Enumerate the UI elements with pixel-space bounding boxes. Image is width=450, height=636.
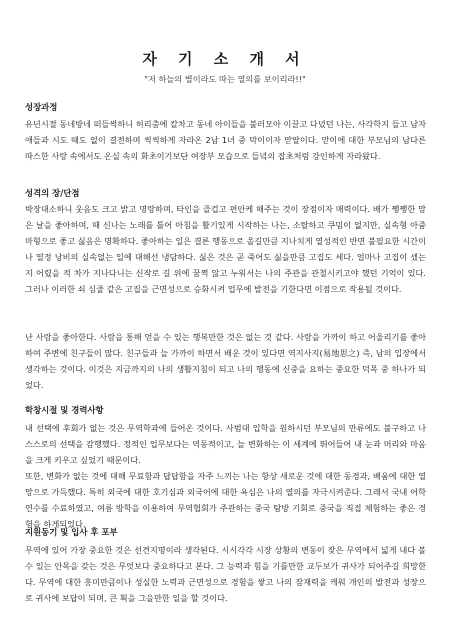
document-subtitle: "저 하늘의 별이라도 따는 열의를 보이리라!!" [144, 74, 306, 84]
section-paragraph: 무역에 있어 가장 중요한 것은 선견지명이라 생각된다. 시시각각 시장 상황의 변동이 잦은 무역에서 넓게 내다 볼 수 있는 안목을 갖는 것은 무엇보다 중요하다고 본다. 그 능력과 힘을 기를만한 교두보가 귀사가 되어주길 희망한다. 무역에 대한 흥미만큼이나 성실한 노력과 근면성으로 경험을 쌓고 나의 잠재력을 캐워 개인의 발전과 성장으로 귀사에 보답이 되며, 큰 획을 그을만한 일을 할 것이다. [25, 545, 426, 603]
section-heading-school-career: 학창시절 및 경력사항 [25, 405, 104, 415]
document-title: 자 기 소 개 서 [142, 50, 308, 68]
section-paragraph: 난 사람을 좋아한다. 사람을 통해 얻을 수 있는 행복만한 것은 없는 것 같다. 사람을 가까이 하고 어울리기를 좋아하여 주변에 친구들이 많다. 친구들과 늘 가까이 하면서 배운 것이 있다면 역지사지(易地思之) 즉, 남의 입장에서 생각하는 것이다. 이것은 지금까지의 나의 생활지침이 되고 나의 행동에 신중을 요하는 중요한 덕목 중 하나가 되었다. [25, 332, 426, 390]
section-heading-personality: 성격의 장/단점 [25, 188, 80, 198]
section-paragraph: 또한, 변화가 없는 것에 대해 무료함과 답답함을 자주 느끼는 나는 항상 새로운 것에 대한 동경과, 배움에 대한 열망으로 가득했다. 특히 외국에 대한 호기심과 외국어에 대한 욕심은 나의 열의를 자극시켜준다. 그래서 국내 어학 연수를 수료하였고, 여름 방학을 이용하여 무역협회가 주관하는 중국 탐방 기회로 중국을 직접 체험하는 좋은 경험을 하게되었다. [25, 471, 426, 529]
section-paragraph: 내 선택에 후회가 없는 것은 무역학과에 들어온 것이다. 사범대 입학을 원하시던 부모님의 만류에도 불구하고 나 스스로의 선택을 감행했다. 정적인 업무보다는 역동적이고, 늘 변화하는 이 세계에 뛰어들어 내 눈과 머리와 마음을 크게 키우고 싶었기 때문이다. [25, 423, 426, 465]
section-paragraph: 유년시절 동네방네 떠들썩하니 허리춤에 칼차고 동네 아이들을 불러모아 이끌고 다녔던 나는, 사각학지 들고 남자애들과 시도 때도 없이 결전하며 씩씩하게 자라온 2남 1녀 중 막이이자 맏딸이다. 맏이에 대한 부모님의 남다른 따스한 사랑 속에서도 온실 속의 화초이기보단 여장부 모습으로 들녘의 잡초처럼 강인하게 자라왔다. [25, 119, 426, 161]
section-heading-growth: 성장과정 [25, 102, 58, 112]
section-heading-motivation: 지원동기 및 입사 후 포부 [25, 527, 118, 537]
section-paragraph: 박장대소하니 웃음도 크고 밝고 명랑하며, 타인을 즐겁고 편안케 해주는 것이 장점이자 매력이다. 배가 쨍쨍한 맘은 날을 좋아하며, 때 신나는 노래를 틀어 아침을 활기있게 시작하는 나는, 소탈하고 쿠밈이 없지만, 실속형 아줌마형으로 좋고 싫음은 명확하다. 좋아하는 일은 결론 행동으로 올길만큼 지나치게 열성적인 반면 불필요한 시간이나 열정 낭비의 실속없는 일에 대해선 냉담하다. 싫은 것은 곧 죽어도 싫을만큼 고집도 세다. 얼마나 고집이 셌는지 어렸을 적 차가 지나다니는 신작로 길 위에 꿈쩍 않고 누워서는 나의 주관을 관철시키고야 했던 기억이 있다. 그러나 이러한 쇠 심줄 같은 고집을 근면성으로 승화시켜 업무에 발전을 기한다면 이점으로 작용될 것이다. [25, 204, 426, 294]
